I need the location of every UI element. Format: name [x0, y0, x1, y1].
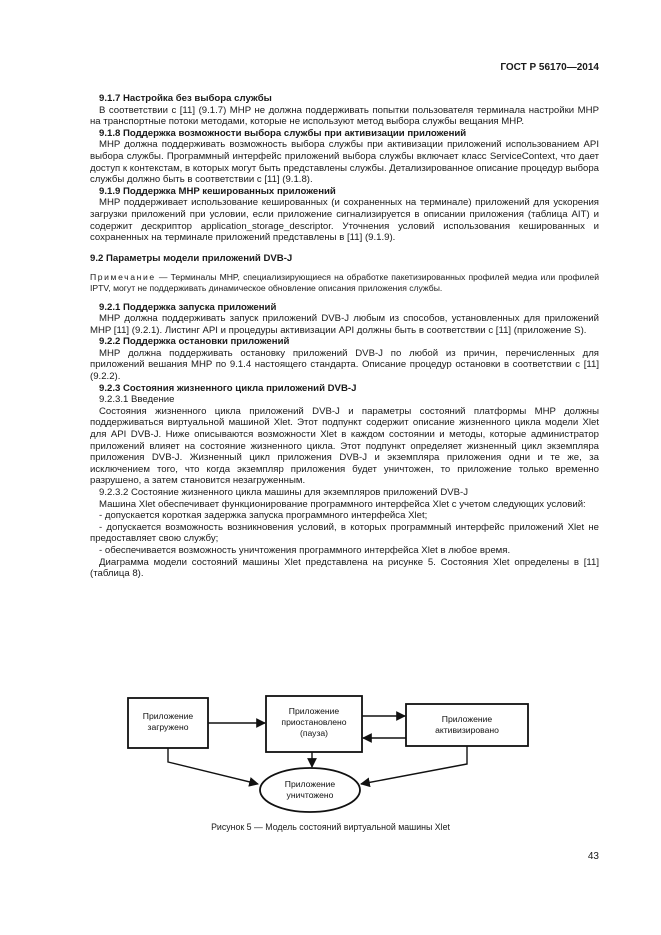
- figure-caption: Рисунок 5 — Модель состояний виртуальной машины Xlet: [211, 822, 450, 832]
- state-paused-line1: Приложение: [288, 706, 340, 716]
- section-9-2-3-title: 9.2.3 Состояния жизненного цикла приложений DVB-J: [99, 382, 357, 394]
- note-paragraph: [90, 272, 599, 293]
- state-loaded-line2: загружено: [147, 722, 189, 732]
- document-header: ГОСТ Р 56170—2014: [500, 62, 599, 73]
- section-9-1-9-text: MHP поддерживает использование кешированных (и сохраненных на терминале) приложений для ускорения загрузки приложений при условии, если приложение сигнализируется в описании приложения (таблица AIT) и содержит дескриптор application_storage_descriptor. Уточнения условий использования кешированных и сохраненных на терминале приложений представлены в [11] (9.1.9).: [90, 197, 599, 244]
- list-item: - допускается возможность возникновения условий, в которых программный интерфейс приложений Xlet не предоставляет свою службу;: [90, 521, 599, 545]
- section-9-2-3-1-title: 9.2.3.1 Введение: [99, 394, 175, 406]
- state-active-line1: Приложение: [441, 714, 493, 724]
- section-9-2-2-text: MHP должна поддерживать остановку приложений DVB-J по любой из причин, перечисленных для приложений вешания MHP по 9.1.4 настоящего стандарта. Описание процедур остановки в соответствии с [11] (9.2.2).: [90, 347, 599, 383]
- state-destroyed-line1: Приложение: [284, 779, 336, 789]
- section-9-1-8-title: 9.1.8 Поддержка возможности выбора службы при активизации приложений: [99, 127, 467, 139]
- state-loaded-line1: Приложение: [142, 711, 194, 721]
- state-destroyed-line2: уничтожено: [286, 790, 334, 800]
- section-9-2-title: 9.2 Параметры модели приложений DVB-J: [90, 252, 293, 264]
- page-number: 43: [587, 851, 599, 862]
- list-item: - обеспечивается возможность уничтожения программного интерфейса Xlet в любое время.: [99, 544, 511, 556]
- arrow-loaded-to-destroyed: [168, 748, 258, 784]
- state-paused-line3: (пауза): [299, 728, 329, 738]
- section-9-2-2-title: 9.2.2 Поддержка остановки приложений: [99, 336, 290, 348]
- section-9-1-8-text: MHP должна поддерживать возможность выбора службы при активизации приложений использованием API выбора службы. Программный интерфейс приложений выбора службы включает класс ServiceContext, что дает доступ к контекстам, в которых могут быть представлены службы. Детализированное описание процедур выбора службы должно быть в соответствии с [11] (9.1.8).: [90, 139, 599, 186]
- section-9-1-9-title: 9.1.9 Поддержка MHP кешированных приложений: [99, 185, 336, 197]
- section-9-2-3-1-text: Состояния жизненного цикла приложений DVB-J и параметры состояний платформы MHP должны поддерживаться виртуальной машиной Xlet. Этот подпункт содержит описание жизненного цикла модели Xlet для API DVB-J. Ниже описываются возможности Xlet в каждом состоянии и методы, которые администратор приложений влияет на состояние жизненного цикла. Этот подпункт определяет жизненный цикл экземпляра приложения DVB-J. Жизненный цикл приложения DVB-J и экземпляра приложения одни и те же, за исключением того, что когда экземпляр приложения будет уничтожен, то приложение только временно разрушено, а затем становится незагруженным.: [90, 405, 599, 487]
- section-9-2-3-2-text: Машина Xlet обеспечивает функционирование программного интерфейса Xlet с учетом следующих условий:: [99, 498, 586, 510]
- document-body: [90, 93, 599, 580]
- section-9-2-1-text: MHP должна поддерживать запуск приложений DVB-J любым из способов, установленных для приложений MHP [11] (9.2.1). Листинг API и процедуры активизации API должны быть в соответствии с [11] (приложение S).: [90, 313, 599, 336]
- diagram-reference-text: Диаграмма модели состояний машины Xlet представлена на рисунке 5. Состояния Xlet определены в [11] (таблица 8).: [90, 556, 599, 580]
- section-9-1-7-text: В соответствии с [11] (9.1.7) MHP не должна поддерживать попытки пользователя терминала настройки MHP на транспортные потоки методами, которые не используют метод выбора службы вещания MHP.: [90, 104, 599, 128]
- xlet-state-diagram: [124, 692, 534, 816]
- section-9-1-7-title: 9.1.7 Настройка без выбора службы: [99, 93, 272, 104]
- section-9-2-3-2-title: 9.2.3.2 Состояние жизненного цикла машины для экземпляров приложений DVB-J: [99, 487, 469, 498]
- note-label: Примечание: [90, 272, 156, 283]
- section-9-2-1-title: 9.2.1 Поддержка запуска приложений: [99, 301, 277, 313]
- list-item: - допускается короткая задержка запуска программного интерфейса Xlet;: [99, 510, 428, 522]
- state-active-line2: активизировано: [435, 725, 499, 735]
- note-text: — Терминалы MHP, специализирующиеся на обработке пакетизированных профилей медиа или профилей IPTV, могут не поддерживать динамическое обновление описания приложения службы.: [90, 272, 599, 293]
- arrow-active-to-destroyed: [361, 746, 467, 784]
- state-paused-line2: приостановлено: [281, 717, 347, 727]
